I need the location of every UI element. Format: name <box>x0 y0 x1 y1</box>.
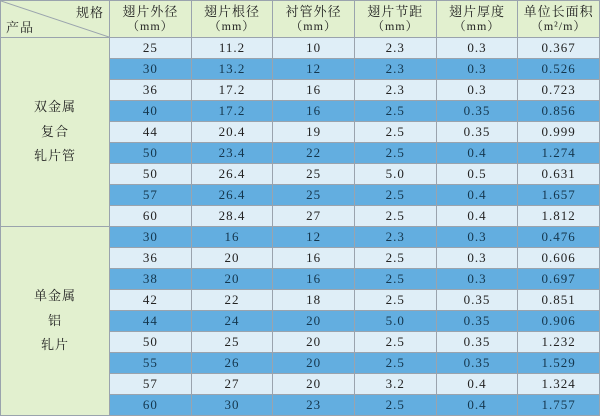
cell-fin-thickness: 0.3 <box>436 269 518 290</box>
cell-fin-root-diameter: 30 <box>191 395 273 416</box>
cell-liner-outer-diameter: 20 <box>273 311 355 332</box>
column-header-unit: （m²/m） <box>530 18 587 33</box>
cell-fin-pitch: 2.5 <box>354 290 436 311</box>
cell-fin-root-diameter: 22 <box>191 290 273 311</box>
table-body <box>1 38 600 416</box>
group-label-line: 双金属 <box>33 98 76 114</box>
cell-area-per-unit-length: 0.851 <box>518 290 600 311</box>
cell-fin-root-diameter: 26 <box>191 353 273 374</box>
cell-fin-outer-diameter: 30 <box>110 59 192 80</box>
cell-fin-root-diameter: 26.4 <box>191 164 273 185</box>
cell-fin-outer-diameter: 40 <box>110 101 192 122</box>
cell-fin-thickness: 0.5 <box>436 164 518 185</box>
cell-liner-outer-diameter: 19 <box>273 122 355 143</box>
column-header-unit: （mm） <box>290 18 337 33</box>
cell-fin-root-diameter: 13.2 <box>191 59 273 80</box>
cell-fin-pitch: 2.5 <box>354 143 436 164</box>
cell-fin-root-diameter: 26.4 <box>191 185 273 206</box>
cell-fin-root-diameter: 20.4 <box>191 122 273 143</box>
cell-fin-thickness: 0.4 <box>436 206 518 227</box>
cell-fin-thickness: 0.35 <box>436 122 518 143</box>
cell-fin-outer-diameter: 60 <box>110 395 192 416</box>
cell-fin-outer-diameter: 25 <box>110 38 192 59</box>
corner-label-spec: 规格 <box>75 5 104 20</box>
cell-fin-pitch: 3.2 <box>354 374 436 395</box>
table-header <box>1 1 600 38</box>
cell-fin-thickness: 0.35 <box>436 101 518 122</box>
cell-area-per-unit-length: 1.529 <box>518 353 600 374</box>
cell-fin-root-diameter: 17.2 <box>191 80 273 101</box>
cell-fin-pitch: 2.5 <box>354 185 436 206</box>
column-header-name: 翅片根径 <box>203 3 260 19</box>
column-header-area-per-unit-length <box>518 1 600 38</box>
cell-fin-pitch: 2.5 <box>354 395 436 416</box>
cell-fin-thickness: 0.3 <box>436 248 518 269</box>
cell-fin-outer-diameter: 38 <box>110 269 192 290</box>
cell-area-per-unit-length: 1.812 <box>518 206 600 227</box>
cell-liner-outer-diameter: 18 <box>273 290 355 311</box>
cell-liner-outer-diameter: 16 <box>273 80 355 101</box>
column-header-unit: （mm） <box>126 18 174 33</box>
cell-fin-outer-diameter: 55 <box>110 353 192 374</box>
cell-fin-thickness: 0.3 <box>436 38 518 59</box>
cell-area-per-unit-length: 0.999 <box>518 122 600 143</box>
cell-area-per-unit-length: 0.476 <box>518 227 600 248</box>
cell-area-per-unit-length: 0.631 <box>518 164 600 185</box>
column-header-name: 翅片节距 <box>367 3 424 19</box>
cell-fin-thickness: 0.35 <box>436 332 518 353</box>
cell-fin-pitch: 5.0 <box>354 311 436 332</box>
cell-fin-thickness: 0.35 <box>436 290 518 311</box>
cell-fin-thickness: 0.4 <box>436 185 518 206</box>
cell-fin-root-diameter: 16 <box>191 227 273 248</box>
cell-fin-outer-diameter: 36 <box>110 80 192 101</box>
cell-liner-outer-diameter: 10 <box>273 38 355 59</box>
column-header-fin-thickness <box>436 1 518 38</box>
cell-fin-outer-diameter: 36 <box>110 248 192 269</box>
cell-liner-outer-diameter: 12 <box>273 59 355 80</box>
cell-area-per-unit-length: 0.697 <box>518 269 600 290</box>
cell-fin-pitch: 2.3 <box>354 38 436 59</box>
cell-fin-pitch: 2.3 <box>354 59 436 80</box>
corner-header-cell <box>1 1 110 38</box>
cell-fin-outer-diameter: 50 <box>110 143 192 164</box>
cell-liner-outer-diameter: 20 <box>273 374 355 395</box>
cell-liner-outer-diameter: 27 <box>273 206 355 227</box>
column-header-fin-outer-diameter <box>110 1 192 38</box>
cell-area-per-unit-length: 1.232 <box>518 332 600 353</box>
cell-area-per-unit-length: 1.324 <box>518 374 600 395</box>
cell-fin-outer-diameter: 60 <box>110 206 192 227</box>
cell-fin-outer-diameter: 30 <box>110 227 192 248</box>
column-header-fin-pitch <box>354 1 436 38</box>
column-header-name: 单位长面积 <box>523 3 594 19</box>
cell-fin-pitch: 2.5 <box>354 101 436 122</box>
cell-fin-pitch: 2.5 <box>354 206 436 227</box>
cell-fin-root-diameter: 11.2 <box>191 38 273 59</box>
cell-fin-thickness: 0.3 <box>436 227 518 248</box>
cell-liner-outer-diameter: 25 <box>273 185 355 206</box>
cell-fin-root-diameter: 20 <box>191 248 273 269</box>
cell-liner-outer-diameter: 25 <box>273 164 355 185</box>
cell-liner-outer-diameter: 20 <box>273 332 355 353</box>
cell-area-per-unit-length: 0.526 <box>518 59 600 80</box>
group-label-line: 复合 <box>40 123 69 139</box>
cell-fin-thickness: 0.35 <box>436 353 518 374</box>
cell-liner-outer-diameter: 23 <box>273 395 355 416</box>
cell-liner-outer-diameter: 16 <box>273 269 355 290</box>
cell-fin-root-diameter: 24 <box>191 311 273 332</box>
header-row <box>1 1 600 38</box>
column-header-unit: （mm） <box>371 18 419 33</box>
table-row <box>1 227 600 248</box>
cell-fin-root-diameter: 23.4 <box>191 143 273 164</box>
cell-fin-outer-diameter: 42 <box>110 290 192 311</box>
group-label-bimetal <box>1 38 110 227</box>
cell-area-per-unit-length: 0.723 <box>518 80 600 101</box>
cell-area-per-unit-length: 0.367 <box>518 38 600 59</box>
cell-fin-pitch: 2.5 <box>354 248 436 269</box>
cell-liner-outer-diameter: 16 <box>273 101 355 122</box>
group-label-monometal-aluminum <box>1 227 110 416</box>
cell-fin-outer-diameter: 44 <box>110 122 192 143</box>
cell-fin-pitch: 2.5 <box>354 122 436 143</box>
cell-fin-outer-diameter: 44 <box>110 311 192 332</box>
cell-fin-pitch: 2.5 <box>354 353 436 374</box>
cell-fin-thickness: 0.4 <box>436 374 518 395</box>
cell-fin-pitch: 2.3 <box>354 80 436 101</box>
column-header-unit: （mm） <box>453 18 501 33</box>
cell-fin-root-diameter: 20 <box>191 269 273 290</box>
group-label-line: 铝 <box>47 312 62 328</box>
cell-fin-thickness: 0.4 <box>436 143 518 164</box>
cell-fin-root-diameter: 25 <box>191 332 273 353</box>
cell-liner-outer-diameter: 12 <box>273 227 355 248</box>
column-header-name: 衬管外径 <box>285 3 342 19</box>
cell-fin-pitch: 2.3 <box>354 227 436 248</box>
cell-fin-outer-diameter: 57 <box>110 185 192 206</box>
column-header-fin-root-diameter <box>191 1 273 38</box>
column-header-liner-outer-diameter <box>273 1 355 38</box>
column-header-unit: （mm） <box>208 18 256 33</box>
cell-liner-outer-diameter: 20 <box>273 353 355 374</box>
cell-area-per-unit-length: 1.274 <box>518 143 600 164</box>
cell-fin-outer-diameter: 50 <box>110 164 192 185</box>
group-label-line: 轧片 <box>40 337 69 353</box>
cell-fin-thickness: 0.3 <box>436 80 518 101</box>
cell-fin-pitch: 2.5 <box>354 332 436 353</box>
group-label-line: 轧片管 <box>33 148 76 164</box>
cell-fin-thickness: 0.35 <box>436 311 518 332</box>
column-header-name: 翅片厚度 <box>448 3 505 19</box>
cell-fin-pitch: 5.0 <box>354 164 436 185</box>
cell-fin-root-diameter: 27 <box>191 374 273 395</box>
column-header-name: 翅片外径 <box>122 3 179 19</box>
corner-label-product: 产品 <box>6 20 35 35</box>
cell-fin-thickness: 0.3 <box>436 59 518 80</box>
cell-area-per-unit-length: 1.757 <box>518 395 600 416</box>
cell-fin-outer-diameter: 50 <box>110 332 192 353</box>
group-label-line: 单金属 <box>33 287 76 303</box>
cell-liner-outer-diameter: 22 <box>273 143 355 164</box>
cell-area-per-unit-length: 0.906 <box>518 311 600 332</box>
cell-area-per-unit-length: 0.606 <box>518 248 600 269</box>
cell-fin-root-diameter: 17.2 <box>191 101 273 122</box>
cell-liner-outer-diameter: 16 <box>273 248 355 269</box>
cell-fin-outer-diameter: 57 <box>110 374 192 395</box>
cell-area-per-unit-length: 1.657 <box>518 185 600 206</box>
cell-fin-pitch: 2.5 <box>354 269 436 290</box>
cell-fin-root-diameter: 28.4 <box>191 206 273 227</box>
table-row <box>1 38 600 59</box>
cell-fin-thickness: 0.4 <box>436 395 518 416</box>
cell-area-per-unit-length: 0.856 <box>518 101 600 122</box>
